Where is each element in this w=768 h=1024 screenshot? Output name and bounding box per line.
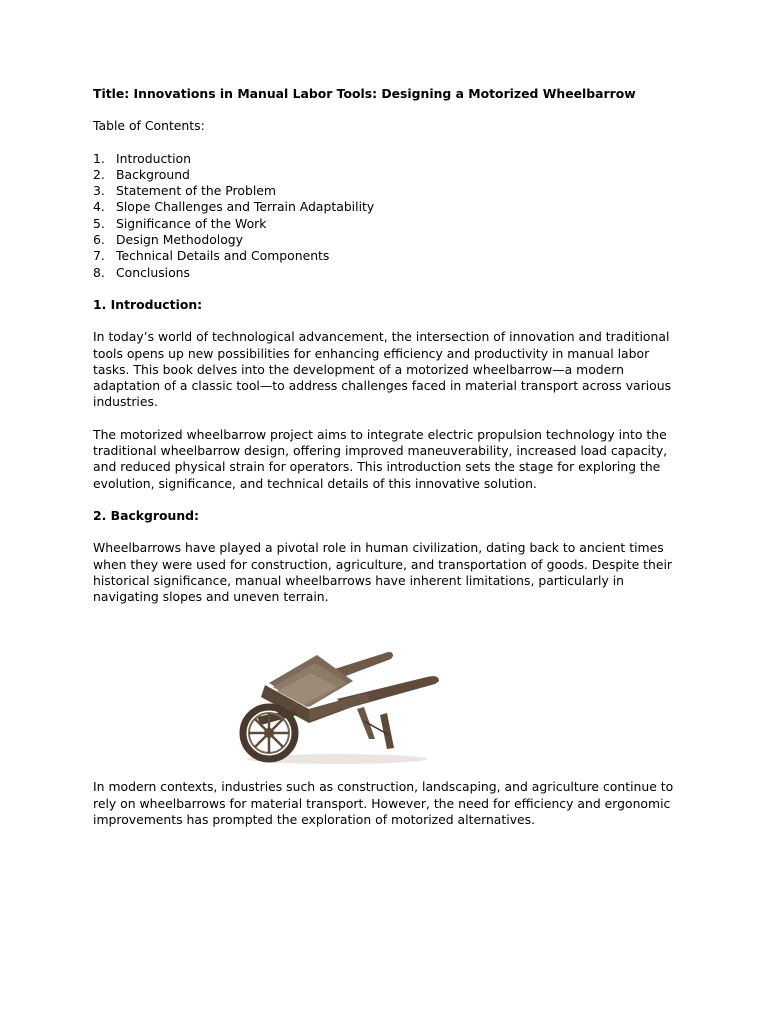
toc-item-label: Background <box>116 166 190 182</box>
toc-item <box>93 183 683 199</box>
document-title: Title: Innovations in Manual Labor Tools: Designing a Motorized Wheelbarrow <box>93 86 636 101</box>
introduction-paragraph-1: In today’s world of technological advancement, the intersection of innovation and traditional tools opens up new possibilities for enhancing efficiency and productivity in manual labor tasks. This book delves into the development of a motorized wheelbarrow—a modern adaptation of a classic tool—to address challenges faced in material transport across various industries. <box>93 329 672 410</box>
toc-item-label: Statement of the Problem <box>116 183 276 199</box>
toc-item <box>93 151 683 167</box>
toc-item <box>93 199 683 215</box>
toc-item <box>93 248 683 264</box>
toc-item-number: 1. <box>93 150 105 166</box>
wheelbarrow-image <box>217 621 449 771</box>
wheelbarrow-figure <box>217 621 449 771</box>
background-heading: 2. Background: <box>93 507 199 523</box>
toc-item-label: Slope Challenges and Terrain Adaptability <box>116 199 375 215</box>
background-paragraph-1: Wheelbarrows have played a pivotal role in human civilization, dating back to ancient times when they were used for construction, agriculture, and transportation of goods. Despite their historical significance, manual wheelbarrows have inherent limitations, particularly in navigating slopes and uneven terrain. <box>93 540 673 605</box>
toc-item-number: 6. <box>93 232 105 248</box>
toc-item <box>93 167 683 183</box>
toc-item-label: Significance of the Work <box>116 215 267 231</box>
toc-item-label: Introduction <box>116 150 192 166</box>
introduction-heading: 1. Introduction: <box>93 296 203 312</box>
table-of-contents <box>93 151 683 281</box>
toc-item-number: 2. <box>93 166 105 182</box>
toc-item-label: Technical Details and Components <box>116 248 330 264</box>
background-paragraph-2: In modern contexts, industries such as construction, landscaping, and agriculture continue to rely on wheelbarrows for material transport. However, the need for efficiency and ergonomic improvements has prompted the exploration of motorized alternatives. <box>93 779 674 828</box>
toc-item <box>93 232 683 248</box>
toc-heading: Table of Contents: <box>93 118 205 134</box>
toc-item-label: Design Methodology <box>116 232 243 248</box>
toc-item-number: 8. <box>93 264 105 280</box>
toc-item-number: 4. <box>93 199 105 215</box>
toc-item-number: 3. <box>93 183 105 199</box>
toc-item <box>93 265 683 281</box>
toc-item-label: Conclusions <box>116 264 190 280</box>
introduction-paragraph-2: The motorized wheelbarrow project aims to integrate electric propulsion technology into the traditional wheelbarrow design, offering improved maneuverability, increased load capacity, and reduced physical strain for operators. This introduction sets the stage for exploring the evolution, significance, and technical details of this innovative solution. <box>93 426 668 491</box>
toc-item-number: 7. <box>93 248 105 264</box>
document-page <box>93 86 683 844</box>
toc-item <box>93 216 683 232</box>
toc-item-number: 5. <box>93 215 105 231</box>
